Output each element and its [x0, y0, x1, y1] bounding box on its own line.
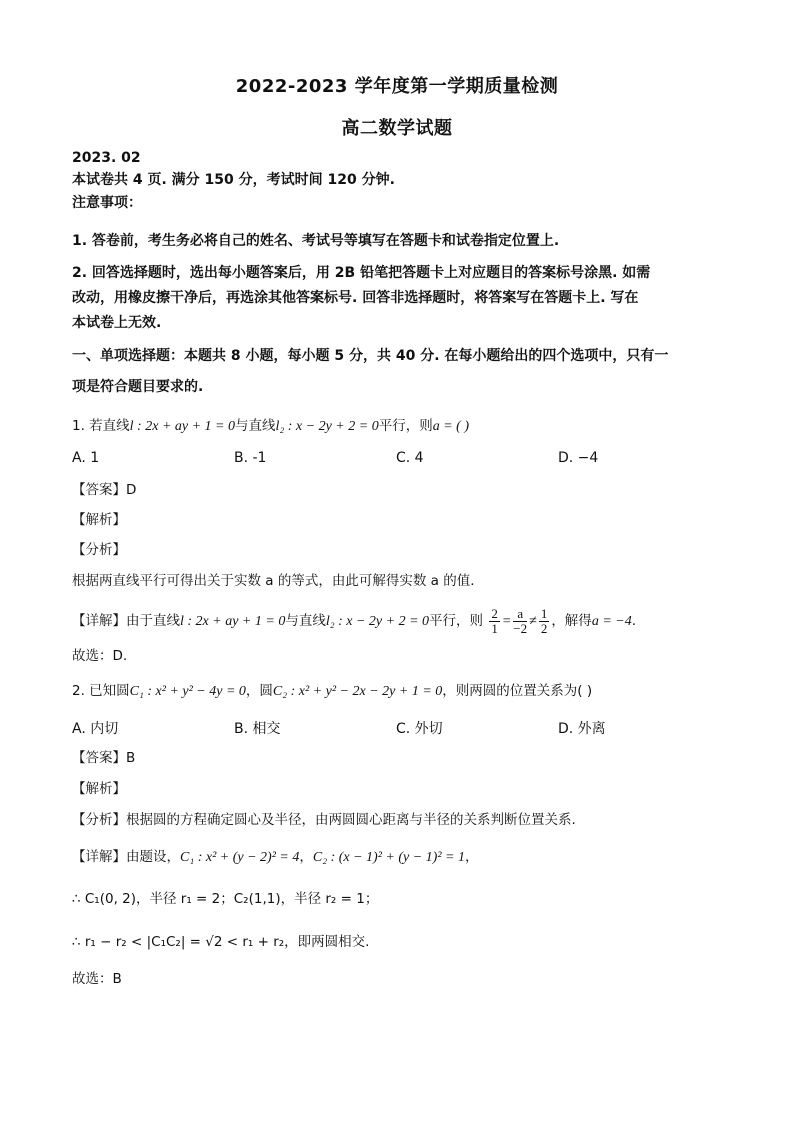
q1-line-l: l : 2x + ay + 1 = 0 [129, 419, 235, 434]
q1-detail-tag: 【详解】 [72, 613, 126, 629]
exam-subtitle: 高二数学试题 [341, 118, 453, 139]
q1-option-b: B. -1 [234, 450, 267, 466]
exam-date: 2023. 02 [72, 150, 141, 166]
notice-2: 2. 回答选择题时，选出每小题答案后，用 2B 铅笔把答题卡上对应题目的答案标号涂黑. 如需 [72, 265, 651, 281]
q1-detail-a: 由于直线 [126, 613, 180, 629]
q1-frac-2: $\frac{a}{-2}$ [513, 605, 528, 636]
q2-answer-value: B [126, 750, 136, 766]
q1-detail-d: ，解得 [551, 613, 592, 629]
q2-option-b: B. 相交 [234, 721, 281, 737]
q1-answer [72, 480, 734, 500]
notice-2-end: 本试卷上无效. [72, 315, 162, 331]
q1-detail-l2: l₂ : x − 2y + 2 = 0 [325, 614, 430, 629]
q1-prefix: 1. 若直线 [72, 418, 130, 434]
q2-detail-c1: C₁ : x² + (y − 2)² = 4 [180, 850, 300, 865]
question-1 [72, 416, 734, 437]
exam-title: 2022-2023 学年度第一学期质量检测 [235, 76, 559, 97]
q1-mid: 与直线 [235, 418, 276, 434]
q1-detail-result: a = −4 [591, 614, 632, 629]
q2-suffix: ，则两圆的位置关系为( ) [442, 683, 593, 699]
q2-fenxi-line [72, 810, 734, 830]
q2-c2: C₂ : x² + y² − 2x − 2y + 1 = 0 [272, 684, 443, 699]
q1-line-l2: l₂ : x − 2y + 2 = 0 [275, 419, 379, 434]
q2-detail-end: ， [465, 849, 479, 865]
q2-fenxi: 根据圆的方程确定圆心及半径，由两圆圆心距离与半径的关系判断位置关系. [126, 812, 576, 828]
q1-fenxi-tag: 【分析】 [72, 542, 126, 558]
section-heading-cont: 项是符合题目要求的. [72, 379, 204, 395]
q1-frac-1: $\frac{2}{1}$ [491, 605, 498, 636]
q2-conclusion: 故选：B [72, 971, 122, 987]
q1-ask: a = ( ) [432, 419, 469, 434]
q2-analysis-tag: 【解析】 [72, 781, 126, 797]
notice-1: 1. 答卷前，考生务必将自己的姓名、考试号等填写在答题卡和试卷指定位置上. [72, 233, 560, 249]
q1-analysis-tag: 【解析】 [72, 512, 126, 528]
q1-conclusion: 故选：D. [72, 648, 128, 664]
q1-detail-l: l : 2x + ay + 1 = 0 [180, 614, 286, 629]
q1-detail-end: . [631, 613, 637, 629]
q2-mid: ，圆 [245, 683, 273, 699]
q1-suffix: 平行，则 [378, 418, 433, 434]
q2-detail-a: 由题设， [126, 849, 180, 865]
q1-option-d: D. −4 [558, 450, 599, 466]
section-heading: 一、单项选择题：本题共 8 小题，每小题 5 分，共 40 分. 在每小题给出的四个选项中，只有一 [72, 348, 669, 364]
q2-step-2: ∴ r₁ − r₂ < |C₁C₂| = √2 < r₁ + r₂，即两圆相交. [72, 934, 370, 950]
notice-2-cont: 改动，用橡皮擦干净后，再选涂其他答案标号. 回答非选择题时，将答案写在答题卡上. 写在 [72, 290, 639, 306]
q1-option-c: C. 4 [396, 450, 424, 466]
q2-option-c: C. 外切 [396, 721, 443, 737]
q2-option-d: D. 外离 [558, 721, 606, 737]
q1-answer-value: D [126, 482, 137, 498]
q1-detail-b: 与直线 [285, 613, 326, 629]
q2-c1: C₁ : x² + y² − 4y = 0 [129, 684, 246, 699]
q2-detail-c2: C₂ : (x − 1)² + (y − 1)² = 1 [312, 850, 465, 865]
q2-option-a: A. 内切 [72, 721, 119, 737]
q2-detail-sep: ， [299, 849, 313, 865]
q2-detail [72, 847, 734, 868]
q1-detail [72, 605, 734, 638]
q2-detail-tag: 【详解】 [72, 849, 126, 865]
q1-eq: = [501, 614, 512, 629]
q1-neq: ≠ [529, 614, 537, 629]
q1-frac-3: $\frac{1}{2}$ [540, 605, 548, 636]
q2-answer [72, 748, 734, 768]
exam-intro: 本试卷共 4 页. 满分 150 分，考试时间 120 分钟. [72, 172, 395, 188]
q2-prefix: 2. 已知圆 [72, 683, 130, 699]
question-2 [72, 681, 734, 702]
q1-detail-c: 平行，则 [429, 613, 484, 629]
q1-answer-tag: 【答案】 [72, 482, 126, 498]
q1-fenxi: 根据两直线平行可得出关于实数 a 的等式，由此可解得实数 a 的值. [72, 573, 475, 589]
q1-option-a: A. 1 [72, 450, 100, 466]
q2-fenxi-tag: 【分析】 [72, 812, 126, 828]
notice-title: 注意事项： [72, 195, 142, 211]
q2-step-1: ∴ C₁(0, 2)，半径 r₁ = 2；C₂(1,1)，半径 r₂ = 1； [72, 891, 379, 907]
q2-answer-tag: 【答案】 [72, 750, 126, 766]
